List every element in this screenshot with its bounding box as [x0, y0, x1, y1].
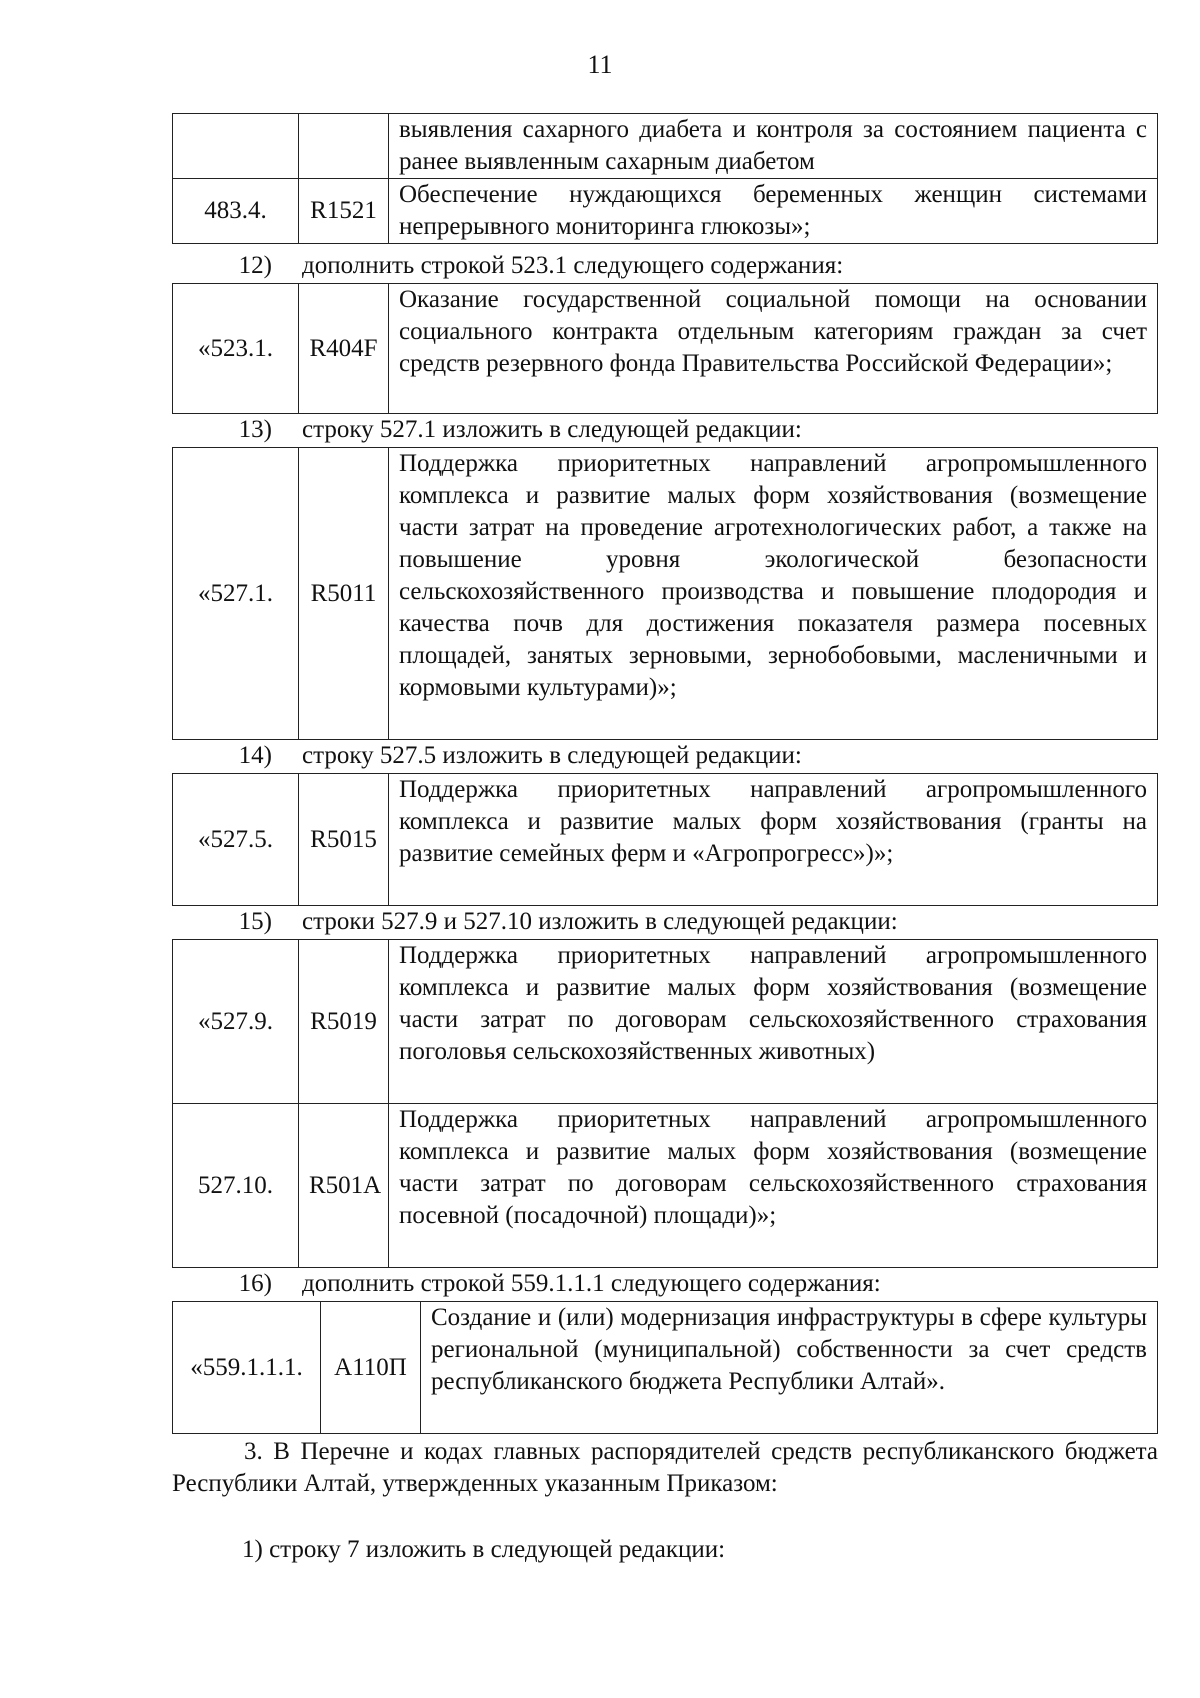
- page-number: 11: [587, 50, 613, 79]
- row-description: Поддержка приоритетных направлений агропромышленного комплекса и развитие малых форм хозяйствования (возмещение части затрат на проведение агротехнологических работ, а также на повышение уровня экологической безопасности сельскохозяйственного производства и повышение плодородия и качества почв для достижения показателя размера посевных площадей, занятых зерновыми, зернобобовыми, масленичными и кормовыми культурами)»;: [389, 448, 1158, 740]
- row-code: R1521: [299, 179, 389, 244]
- row-number: «527.9.: [173, 940, 299, 1104]
- table-row: [173, 114, 1158, 179]
- row-number: «527.5.: [173, 774, 299, 906]
- sub-item-1: 1) строку 7 изложить в следующей редакции:: [242, 1536, 726, 1563]
- table-row-527-1: [172, 447, 1158, 740]
- row-description: Поддержка приоритетных направлений агропромышленного комплекса и развитие малых форм хозяйствования (возмещение части затрат по договорам сельскохозяйственного страхования посевной (посадочной) площади)»;: [389, 1104, 1158, 1268]
- table-row: [173, 284, 1158, 414]
- row-number: [173, 114, 299, 179]
- item-number: 15): [238, 908, 272, 935]
- row-number: 483.4.: [173, 179, 299, 244]
- item-text: дополнить строкой 559.1.1.1 следующего содержания:: [302, 1270, 881, 1297]
- row-code: [299, 114, 389, 179]
- row-description: Поддержка приоритетных направлений агропромышленного комплекса и развитие малых форм хозяйствования (возмещение части затрат по договорам сельскохозяйственного страхования поголовья сельскохозяйственных животных): [389, 940, 1158, 1104]
- list-item-12: [172, 251, 843, 281]
- table-row-523-1: [172, 283, 1158, 414]
- row-description: Оказание государственной социальной помощи на основании социального контракта отдельным категориям граждан за счет средств резервного фонда Правительства Российской Федерации»;: [389, 284, 1158, 414]
- table-row: [173, 774, 1158, 906]
- row-description: Поддержка приоритетных направлений агропромышленного комплекса и развитие малых форм хозяйствования (гранты на развитие семейных ферм и «Агропрогресс»)»;: [389, 774, 1158, 906]
- table-row: [173, 179, 1158, 244]
- item-text: строку 527.5 изложить в следующей редакции:: [302, 742, 802, 769]
- list-item-15: [172, 907, 898, 937]
- row-number: «523.1.: [173, 284, 299, 414]
- row-number: «559.1.1.1.: [173, 1302, 321, 1434]
- row-code: R5019: [299, 940, 389, 1104]
- row-description: выявления сахарного диабета и контроля за состоянием пациента с ранее выявленным сахарным диабетом: [389, 114, 1158, 179]
- table-row: [173, 1302, 1158, 1434]
- row-description: Обеспечение нуждающихся беременных женщин системами непрерывного мониторинга глюкозы»;: [389, 179, 1158, 244]
- item-number: 13): [238, 416, 272, 443]
- item-number: 16): [238, 1270, 272, 1297]
- row-code: R404F: [299, 284, 389, 414]
- row-number: 527.10.: [173, 1104, 299, 1268]
- row-code: А110П: [321, 1302, 421, 1434]
- table-row: [173, 448, 1158, 740]
- item-number: 12): [238, 252, 272, 279]
- table-rows-527-9-527-10: [172, 939, 1158, 1268]
- list-item-16: [172, 1269, 881, 1299]
- item-text: строку 527.1 изложить в следующей редакции:: [302, 416, 802, 443]
- row-number: «527.1.: [173, 448, 299, 740]
- paragraph-3: 3. В Перечне и кодах главных распорядителей средств республиканского бюджета Республики Алтай, утвержденных указанным Приказом:: [172, 1438, 1158, 1497]
- row-code: R5015: [299, 774, 389, 906]
- list-item-14: [172, 741, 802, 771]
- table-row-559-1-1-1: [172, 1301, 1158, 1434]
- table-row: [173, 1104, 1158, 1268]
- list-item-13: [172, 415, 802, 445]
- row-code: R501A: [299, 1104, 389, 1268]
- item-number: 14): [238, 742, 272, 769]
- row-code: R5011: [299, 448, 389, 740]
- table-row: [173, 940, 1158, 1104]
- table-rows-483: [172, 113, 1158, 244]
- item-text: дополнить строкой 523.1 следующего содержания:: [302, 252, 844, 279]
- table-row-527-5: [172, 773, 1158, 906]
- item-text: строки 527.9 и 527.10 изложить в следующей редакции:: [302, 908, 898, 935]
- row-description: Создание и (или) модернизация инфраструктуры в сфере культуры региональной (муниципальной) собственности за счет средств республиканского бюджета Республики Алтай».: [421, 1302, 1158, 1434]
